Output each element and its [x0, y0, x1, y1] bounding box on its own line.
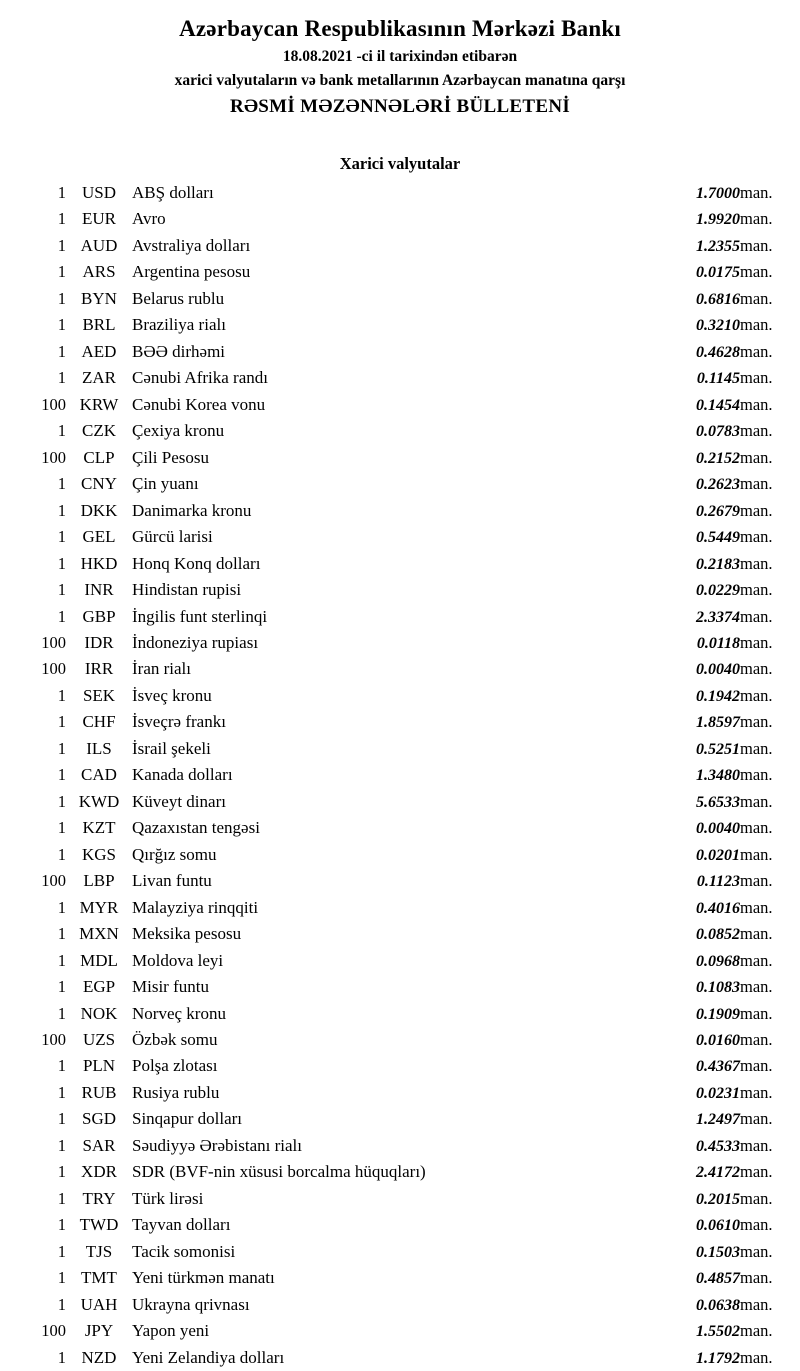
- currency-code: EUR: [82, 209, 116, 229]
- currency-rate: 0.5251: [696, 740, 740, 758]
- currency-quantity: 100: [41, 447, 66, 467]
- currency-code: NOK: [80, 1003, 118, 1023]
- currency-name: Meksika pesosu: [132, 924, 242, 944]
- table-row: [0, 895, 800, 921]
- table-row: [0, 762, 800, 788]
- currency-unit: man.: [740, 924, 773, 944]
- currency-code: RUB: [81, 1082, 117, 1102]
- currency-name: Hindistan rupisi: [132, 580, 242, 600]
- currency-quantity: 1: [57, 209, 66, 229]
- table-row: [0, 921, 800, 947]
- currency-code: XDR: [81, 1162, 117, 1182]
- currency-unit: man.: [740, 341, 773, 361]
- currency-quantity: 1: [57, 1056, 66, 1076]
- currency-unit: man.: [740, 844, 773, 864]
- currency-code: GEL: [82, 527, 116, 547]
- currency-quantity: 1: [57, 1082, 66, 1102]
- currency-quantity: 100: [41, 394, 66, 414]
- currency-code: INR: [84, 580, 114, 600]
- currency-unit: man.: [740, 183, 773, 202]
- currency-rate: 1.3480: [696, 767, 740, 785]
- page-title: Azərbaycan Respublikasının Mərkəzi Bankı: [179, 16, 621, 41]
- currency-quantity: 1: [57, 1003, 66, 1023]
- currency-name: Ukrayna qrivnası: [132, 1294, 250, 1314]
- currency-code: GBP: [82, 606, 116, 626]
- currency-rate: 0.1942: [696, 687, 740, 705]
- currency-name: BƏƏ dirhəmi: [132, 341, 226, 361]
- table-row: [0, 1001, 800, 1027]
- currency-rate: 0.0175: [696, 264, 740, 282]
- currency-rate: 5.6533: [696, 793, 740, 811]
- currency-quantity: 1: [57, 421, 66, 441]
- table-row: [0, 948, 800, 974]
- currency-quantity: 1: [57, 844, 66, 864]
- section-title: Xarici valyutalar: [339, 154, 461, 173]
- currency-code: CLP: [83, 447, 115, 467]
- currency-quantity: 1: [57, 1135, 66, 1155]
- table-row: [0, 206, 800, 232]
- currency-quantity: 1: [57, 527, 66, 547]
- currency-code: BRL: [82, 315, 116, 335]
- table-row: [0, 471, 800, 497]
- currency-name: Yeni türkmən manatı: [132, 1268, 275, 1288]
- currency-quantity: 1: [57, 1294, 66, 1314]
- currency-unit: man.: [740, 606, 773, 626]
- table-row: [0, 974, 800, 1000]
- table-row: [0, 1345, 800, 1371]
- currency-rate: 0.0638: [696, 1296, 740, 1314]
- currency-unit: man.: [740, 950, 773, 970]
- currency-quantity: 1: [57, 765, 66, 785]
- currency-quantity: 100: [41, 871, 66, 891]
- currency-code: SAR: [82, 1135, 116, 1155]
- table-row: [0, 604, 800, 630]
- currency-quantity: 100: [41, 632, 66, 652]
- currency-rate: 0.2183: [696, 555, 740, 573]
- currency-name: Danimarka kronu: [132, 500, 252, 520]
- currency-name: SDR (BVF-nin xüsusi borcalma hüquqları): [132, 1162, 426, 1182]
- currency-code: KWD: [78, 791, 120, 811]
- currency-unit: man.: [740, 1321, 773, 1341]
- currency-rate: 0.0118: [696, 634, 740, 652]
- currency-quantity: 1: [57, 1109, 66, 1129]
- currency-name: Çin yuanı: [132, 474, 199, 494]
- currency-rate: 0.0229: [696, 582, 740, 600]
- currency-name: Tayvan dolları: [132, 1215, 231, 1235]
- currency-rate: 0.1503: [696, 1243, 740, 1261]
- header-subtitle: xarici valyutaların və bank metallarının Azərbaycan manatına qarşı: [174, 72, 626, 89]
- currency-unit: man.: [740, 580, 773, 600]
- currency-name: Avstraliya dolları: [132, 235, 251, 255]
- currency-unit: man.: [740, 1215, 773, 1235]
- currency-rate: 0.1909: [696, 1005, 740, 1023]
- table-row: [0, 1106, 800, 1132]
- currency-code: HKD: [80, 553, 118, 573]
- currency-code: USD: [81, 183, 116, 202]
- currency-code: MDL: [80, 950, 118, 970]
- currency-name: Yapon yeni: [132, 1321, 210, 1341]
- table-row: [0, 524, 800, 550]
- currency-unit: man.: [740, 262, 773, 282]
- currency-name: Norveç kronu: [132, 1003, 226, 1023]
- currency-name: Avro: [132, 209, 166, 229]
- currency-rate: 0.1145: [696, 370, 740, 388]
- currency-unit: man.: [740, 765, 773, 785]
- table-row: [0, 1212, 800, 1238]
- currency-code: TWD: [79, 1215, 119, 1235]
- currency-rate: 0.4857: [696, 1270, 740, 1288]
- table-row: [0, 577, 800, 603]
- currency-quantity: 1: [57, 1162, 66, 1182]
- currency-rate: 2.3374: [696, 608, 740, 626]
- table-row: [0, 842, 800, 868]
- currency-quantity: 1: [57, 738, 66, 758]
- currency-rate: 1.8597: [696, 714, 740, 732]
- currency-code: UZS: [82, 1030, 116, 1049]
- currency-name: Misir funtu: [132, 977, 209, 997]
- currency-unit: man.: [740, 368, 773, 388]
- currency-code: EGP: [82, 977, 116, 997]
- currency-unit: man.: [740, 871, 773, 891]
- currency-code: NZD: [81, 1347, 117, 1367]
- currency-quantity: 1: [57, 977, 66, 997]
- currency-name: Yeni Zelandiya dolları: [132, 1347, 285, 1367]
- table-row: [0, 683, 800, 709]
- currency-rate: 0.0201: [696, 846, 740, 864]
- currency-name: Argentina pesosu: [132, 262, 251, 282]
- currency-name: Səudiyyə Ərəbistanı rialı: [132, 1135, 302, 1155]
- currency-quantity: 100: [41, 659, 66, 679]
- currency-quantity: 1: [57, 500, 66, 520]
- currency-rate: 0.0231: [696, 1084, 740, 1102]
- currency-rate: 0.1454: [696, 396, 740, 414]
- currency-quantity: 1: [57, 712, 66, 732]
- table-row: [0, 286, 800, 312]
- currency-rate: 0.1123: [696, 873, 740, 891]
- currency-unit: man.: [740, 235, 773, 255]
- currency-unit: man.: [740, 1003, 773, 1023]
- currency-code: KRW: [79, 394, 119, 414]
- currency-quantity: 1: [57, 474, 66, 494]
- currency-quantity: 1: [57, 606, 66, 626]
- currency-quantity: 1: [57, 368, 66, 388]
- currency-rate: 0.6816: [696, 290, 740, 308]
- currency-rate: 0.4628: [696, 343, 740, 361]
- currency-unit: man.: [740, 553, 773, 573]
- currency-code: TMT: [81, 1268, 117, 1288]
- currency-unit: man.: [740, 1056, 773, 1076]
- currency-code: SGD: [81, 1109, 116, 1129]
- currency-code: CZK: [82, 421, 116, 441]
- table-row: [0, 392, 800, 418]
- currency-name: Braziliya rialı: [132, 315, 226, 335]
- table-row: [0, 656, 800, 682]
- currency-code: IRR: [84, 659, 114, 679]
- currency-rate: 2.4172: [696, 1164, 740, 1182]
- currency-code: KZT: [82, 818, 116, 838]
- currency-quantity: 1: [57, 1268, 66, 1288]
- currency-code: ARS: [82, 262, 116, 282]
- currency-rate: 1.2497: [696, 1111, 740, 1129]
- currency-name: İsveçrə frankı: [132, 712, 226, 732]
- currency-unit: man.: [740, 977, 773, 997]
- currency-unit: man.: [740, 209, 773, 229]
- currency-name: İngilis funt sterlinqi: [132, 606, 268, 626]
- currency-rate: 0.0783: [696, 423, 740, 441]
- currency-code: SEK: [82, 685, 116, 705]
- currency-quantity: 1: [57, 235, 66, 255]
- currency-name: İndoneziya rupiası: [132, 632, 259, 652]
- currency-quantity: 1: [57, 950, 66, 970]
- currency-unit: man.: [740, 1241, 773, 1261]
- currency-name: Küveyt dinarı: [132, 791, 226, 811]
- currency-name: Qazaxıstan tengəsi: [132, 818, 260, 838]
- currency-code: IDR: [84, 632, 114, 652]
- table-row: [0, 339, 800, 365]
- currency-unit: man.: [740, 1135, 773, 1155]
- currency-quantity: 1: [57, 897, 66, 917]
- currency-code: DKK: [80, 500, 118, 520]
- table-row: [0, 445, 800, 471]
- table-row: [0, 1027, 800, 1053]
- table-row: [0, 1053, 800, 1079]
- bulletin-title: RƏSMİ MƏZƏNNƏLƏRİ BÜLLETENİ: [229, 96, 571, 117]
- currency-rate: 1.7000: [696, 185, 740, 202]
- table-row: [0, 259, 800, 285]
- document-header: [0, 16, 800, 118]
- currency-quantity: 1: [57, 553, 66, 573]
- currency-rates-body: [0, 180, 800, 1371]
- currency-name: Cənubi Afrika randı: [132, 368, 268, 388]
- currency-quantity: 1: [57, 1347, 66, 1367]
- table-row: [0, 418, 800, 444]
- currency-code: ZAR: [82, 368, 116, 388]
- currency-rates-table: [0, 180, 800, 1371]
- currency-rate: 0.0968: [696, 952, 740, 970]
- currency-rate: 0.2152: [696, 449, 740, 467]
- currency-rate: 0.2623: [696, 476, 740, 494]
- currency-unit: man.: [740, 818, 773, 838]
- currency-rate: 0.0040: [696, 661, 740, 679]
- currency-rate: 0.4016: [696, 899, 740, 917]
- currency-name: İran rialı: [132, 659, 191, 679]
- currency-quantity: 1: [57, 1188, 66, 1208]
- currency-rate: 1.5502: [696, 1323, 740, 1341]
- currency-name: İsveç kronu: [132, 685, 212, 705]
- currency-quantity: 1: [57, 288, 66, 308]
- table-row: [0, 1265, 800, 1291]
- currency-unit: man.: [740, 1294, 773, 1314]
- currency-unit: man.: [740, 474, 773, 494]
- currency-unit: man.: [740, 632, 773, 652]
- table-row: [0, 1159, 800, 1185]
- currency-unit: man.: [740, 1188, 773, 1208]
- currency-rate: 0.2679: [696, 502, 740, 520]
- currency-quantity: 1: [57, 1215, 66, 1235]
- currency-quantity: 100: [41, 1030, 66, 1049]
- currency-name: Cənubi Korea vonu: [132, 394, 266, 414]
- currency-unit: man.: [740, 421, 773, 441]
- currency-name: Çexiya kronu: [132, 421, 225, 441]
- currency-unit: man.: [740, 791, 773, 811]
- table-row: [0, 1133, 800, 1159]
- currency-code: PLN: [82, 1056, 116, 1076]
- currency-unit: man.: [740, 659, 773, 679]
- currency-unit: man.: [740, 897, 773, 917]
- currency-rate: 0.0160: [696, 1032, 740, 1049]
- currency-code: CAD: [81, 765, 117, 785]
- currency-unit: man.: [740, 447, 773, 467]
- currency-code: CHF: [82, 712, 116, 732]
- effective-date: 18.08.2021 -ci il tarixindən etibarən: [282, 48, 518, 65]
- table-row: [0, 709, 800, 735]
- table-row: [0, 815, 800, 841]
- currency-name: Türk lirəsi: [132, 1188, 204, 1208]
- currency-name: Polşa zlotası: [132, 1056, 218, 1076]
- table-row: [0, 1239, 800, 1265]
- currency-quantity: 1: [57, 580, 66, 600]
- currency-rate: 0.4367: [696, 1058, 740, 1076]
- currency-code: CNY: [81, 474, 117, 494]
- table-row: [0, 180, 800, 206]
- currency-quantity: 1: [57, 924, 66, 944]
- currency-unit: man.: [740, 288, 773, 308]
- table-row: [0, 1080, 800, 1106]
- currency-code: ILS: [86, 738, 112, 758]
- currency-quantity: 1: [57, 1241, 66, 1261]
- currency-code: AED: [81, 341, 117, 361]
- currency-name: Malayziya rinqqiti: [132, 897, 259, 917]
- currency-code: LBP: [83, 871, 115, 891]
- currency-name: Gürcü larisi: [132, 527, 213, 547]
- currency-code: KGS: [81, 844, 116, 864]
- currency-rate: 1.1792: [696, 1349, 740, 1367]
- currency-rate: 1.2355: [696, 237, 740, 255]
- table-row: [0, 736, 800, 762]
- currency-unit: man.: [740, 1030, 773, 1049]
- currency-unit: man.: [740, 1162, 773, 1182]
- currency-name: Kanada dolları: [132, 765, 233, 785]
- currency-code: AUD: [80, 235, 118, 255]
- currency-rate: 0.0852: [696, 926, 740, 944]
- currency-unit: man.: [740, 685, 773, 705]
- table-row: [0, 498, 800, 524]
- currency-code: UAH: [80, 1294, 118, 1314]
- currency-rate: 1.9920: [696, 211, 740, 229]
- currency-rate: 0.5449: [696, 529, 740, 547]
- currency-name: ABŞ dolları: [132, 183, 214, 202]
- currency-quantity: 1: [57, 818, 66, 838]
- currency-rate: 0.4533: [696, 1137, 740, 1155]
- currency-name: Sinqapur dolları: [132, 1109, 243, 1129]
- currency-unit: man.: [740, 738, 773, 758]
- currency-unit: man.: [740, 1347, 773, 1367]
- table-row: [0, 868, 800, 894]
- table-row: [0, 789, 800, 815]
- currency-name: Livan funtu: [132, 871, 212, 891]
- table-row: [0, 630, 800, 656]
- currency-unit: man.: [740, 1109, 773, 1129]
- table-row: [0, 1318, 800, 1344]
- currency-code: TJS: [85, 1241, 113, 1261]
- currency-unit: man.: [740, 500, 773, 520]
- currency-name: Tacik somonisi: [132, 1241, 236, 1261]
- currency-unit: man.: [740, 315, 773, 335]
- table-row: [0, 312, 800, 338]
- currency-unit: man.: [740, 527, 773, 547]
- currency-rate: 0.2015: [696, 1190, 740, 1208]
- table-row: [0, 365, 800, 391]
- currency-name: Özbək somu: [132, 1030, 218, 1049]
- table-row: [0, 551, 800, 577]
- currency-rate: 0.0040: [696, 820, 740, 838]
- currency-rate: 0.3210: [696, 317, 740, 335]
- currency-code: MYR: [79, 897, 119, 917]
- currency-quantity: 1: [57, 341, 66, 361]
- currency-name: Çili Pesosu: [132, 447, 209, 467]
- table-row: [0, 1186, 800, 1212]
- currency-unit: man.: [740, 394, 773, 414]
- currency-quantity: 1: [57, 262, 66, 282]
- currency-unit: man.: [740, 1268, 773, 1288]
- currency-code: BYN: [81, 288, 117, 308]
- currency-rate: 0.1083: [696, 979, 740, 997]
- currency-name: Qırğız somu: [132, 844, 217, 864]
- currency-unit: man.: [740, 1082, 773, 1102]
- currency-quantity: 1: [57, 183, 66, 202]
- table-row: [0, 1292, 800, 1318]
- currency-name: Honq Konq dolları: [132, 553, 261, 573]
- currency-code: MXN: [79, 924, 119, 944]
- table-row: [0, 233, 800, 259]
- currency-code: JPY: [84, 1321, 114, 1341]
- currency-code: TRY: [82, 1188, 116, 1208]
- currency-name: Rusiya rublu: [132, 1082, 220, 1102]
- currency-quantity: 1: [57, 685, 66, 705]
- currency-quantity: 100: [41, 1321, 66, 1341]
- currency-quantity: 1: [57, 315, 66, 335]
- currency-name: İsrail şekeli: [132, 738, 211, 758]
- currency-quantity: 1: [57, 791, 66, 811]
- currency-name: Belarus rublu: [132, 288, 225, 308]
- currency-unit: man.: [740, 712, 773, 732]
- currency-rate: 0.0610: [696, 1217, 740, 1235]
- currency-name: Moldova leyi: [132, 950, 224, 970]
